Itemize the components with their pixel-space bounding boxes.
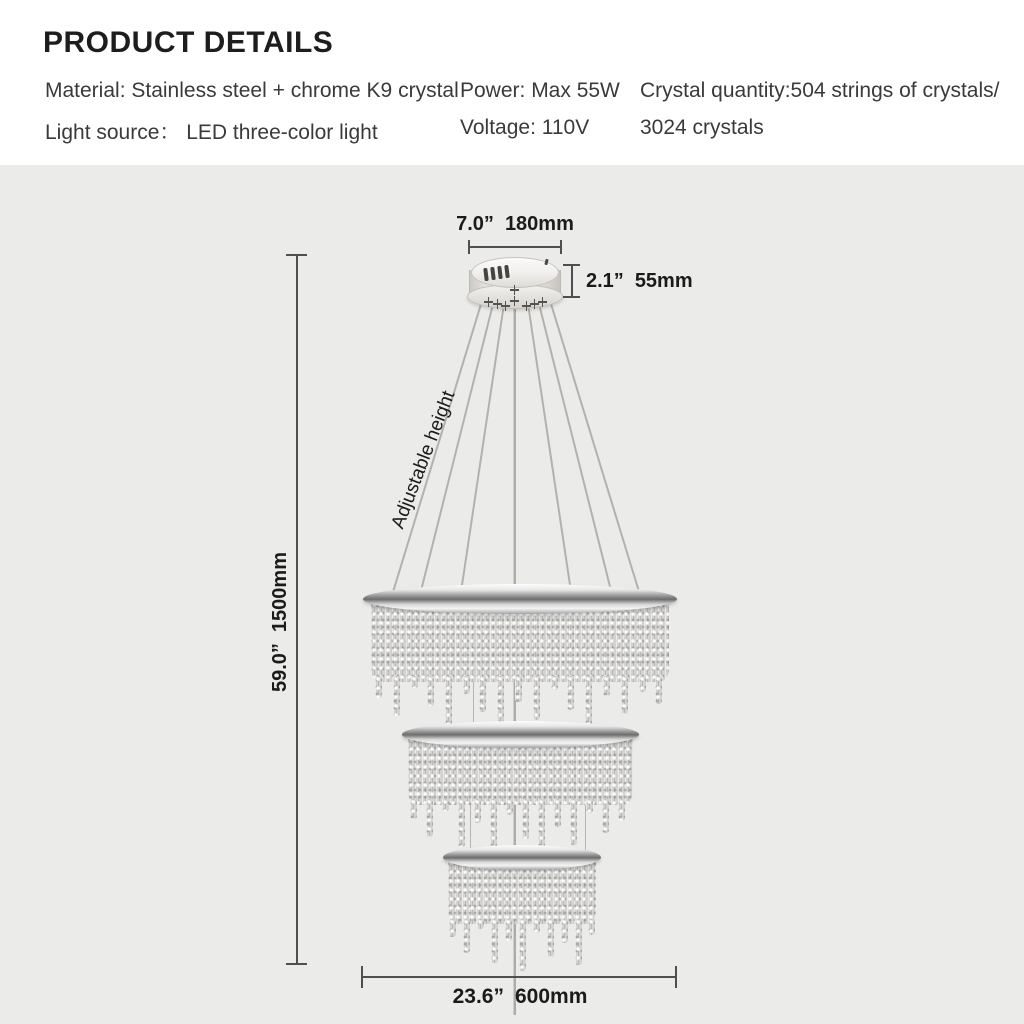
spec-power: Power: Max 55W (460, 79, 620, 102)
dimension-line-canopy-width (469, 246, 561, 248)
crystal-strand (491, 919, 498, 963)
crystal-strand (603, 676, 610, 696)
crystal-strand (393, 676, 400, 716)
canopy-height-inches: 2.1” (586, 270, 624, 292)
crystal-strand (427, 676, 434, 706)
chrome-ring (402, 721, 639, 748)
crystal-strand (479, 676, 486, 712)
canopy-height-tick-bottom (563, 296, 580, 298)
crystal-strand (442, 799, 449, 811)
chrome-ring (363, 584, 677, 614)
dimension-diagram (0, 165, 1024, 1024)
crystal-strand (515, 676, 522, 702)
chandelier-tier-1 (363, 584, 677, 744)
crystal-strand (474, 799, 481, 823)
chandelier-tier-3 (443, 845, 601, 980)
crystal-strand (554, 799, 561, 827)
crystal-strand (411, 676, 418, 688)
crystal-strand (375, 676, 382, 698)
crystal-strand (449, 919, 456, 937)
total-height-inches: 59.0” (268, 643, 291, 692)
dimension-line-canopy-height (571, 265, 573, 297)
canopy-height-mm: 55mm (634, 270, 693, 292)
cable-anchor (510, 296, 519, 306)
crystal-strand (618, 799, 625, 821)
crystal-strand (458, 799, 465, 847)
crystal-strand (506, 799, 513, 815)
diameter-inches: 23.6” (452, 985, 504, 1008)
canopy-width-tick-right (560, 240, 562, 254)
crystal-strand (547, 919, 554, 957)
cable-anchor (538, 297, 547, 307)
spec-material: Material: Stainless steel + chrome K9 crystal (45, 79, 459, 102)
cable-anchor (501, 301, 510, 311)
total-height-mm: 1500mm (268, 552, 291, 633)
crystal-strand (410, 799, 417, 819)
dimension-line-diameter (362, 976, 677, 978)
crystal-strand (533, 919, 540, 933)
chrome-ring (443, 845, 601, 870)
cable-anchor (484, 297, 493, 307)
crystal-strand (519, 919, 526, 971)
crystal-fringe (371, 602, 669, 682)
crystal-strand (533, 676, 540, 720)
crystal-strand (621, 676, 628, 714)
crystal-strand (575, 919, 582, 965)
crystal-strand (639, 676, 646, 692)
crystal-strand (551, 676, 558, 690)
dimension-label-diameter (420, 985, 620, 1009)
spec-crystal-count: 3024 crystals (640, 116, 764, 139)
dimension-label-canopy-width (440, 213, 590, 236)
crystal-strand (505, 919, 512, 941)
product-details-header (0, 0, 1024, 165)
crystal-strand (463, 919, 470, 953)
crystal-strand (477, 919, 484, 929)
spec-light-source: Light source： LED three-color light (45, 121, 378, 144)
crystal-strand (602, 799, 609, 833)
crystal-strand (561, 919, 568, 943)
crystal-strand (463, 676, 470, 694)
crystal-strand (570, 799, 577, 845)
canopy-width-mm: 180mm (504, 213, 574, 235)
dimension-label-canopy-height (586, 270, 693, 293)
dimension-line-total-height (296, 255, 298, 964)
diameter-tick-right (675, 966, 677, 988)
crystal-strand (522, 799, 529, 839)
crystal-strand (567, 676, 574, 710)
adjustable-height-text: Adjustable height (387, 388, 460, 532)
dimension-tick-bottom (286, 963, 307, 965)
crystal-strand (588, 919, 595, 935)
page-title: PRODUCT DETAILS (43, 26, 334, 59)
dimension-label-total-height (266, 522, 294, 722)
canopy-width-inches: 7.0” (456, 213, 494, 235)
crystal-strand (586, 799, 593, 813)
crystal-strand (426, 799, 433, 837)
crystal-strand (655, 676, 662, 704)
spec-crystal-quantity: Crystal quantity:504 strings of crystals/ (640, 79, 1000, 102)
cable-anchor (510, 285, 519, 295)
spec-voltage: Voltage: 110V (460, 116, 590, 139)
diameter-mm: 600mm (514, 985, 588, 1008)
